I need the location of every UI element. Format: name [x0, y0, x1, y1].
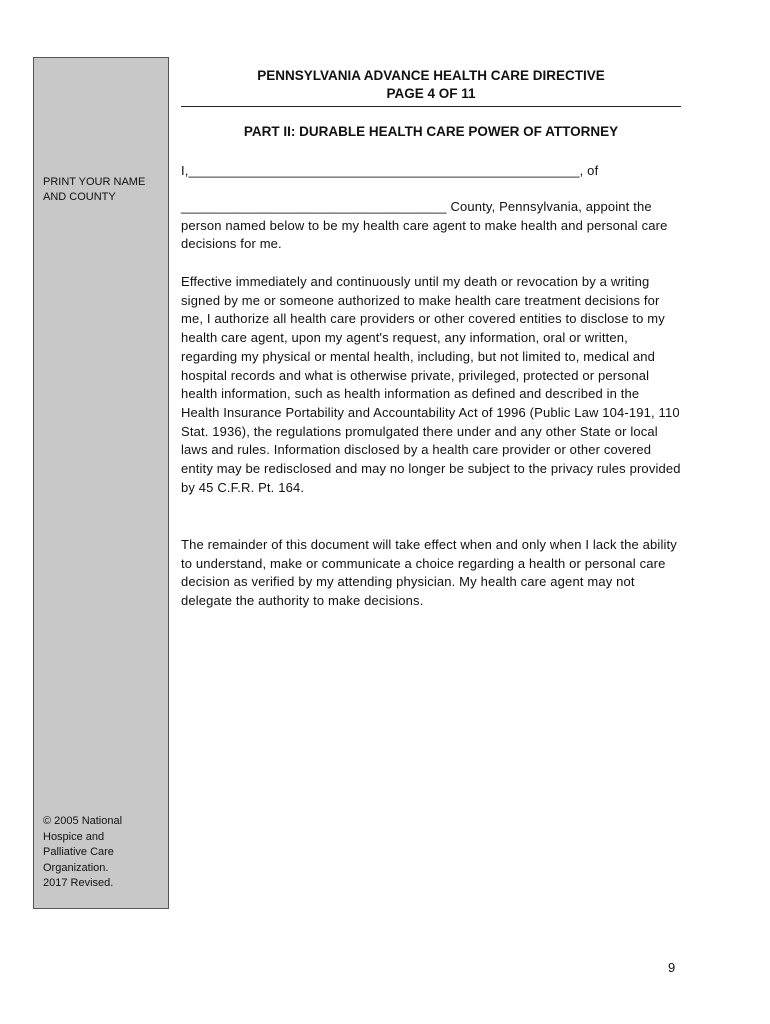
page-label: PAGE 4 OF 11	[386, 86, 476, 101]
document-title: PENNSYLVANIA ADVANCE HEALTH CARE DIRECTIVE	[257, 68, 605, 83]
name-fill-in-line: I,_____________________________________________________, of	[181, 163, 599, 178]
county-appoint-paragraph: ____________________________________ County, Pennsylvania, appoint the person named below to be my health care agent to make health and personal care decisions for me.	[181, 199, 668, 252]
document-header	[181, 67, 681, 103]
left-margin-sidebar	[33, 57, 169, 909]
effective-date-paragraph: The remainder of this document will take effect when and only when I lack the ability to understand, make or communicate a choice regarding a health or personal care decision as verified by my attending physician. My health care agent may not delegate the authority to make decisions.	[181, 537, 677, 609]
copyright-notice: © 2005 National Hospice and Palliative Care Organization. 2017 Revised.	[43, 815, 123, 890]
header-divider	[181, 106, 681, 107]
print-name-county-instruction: PRINT YOUR NAME AND COUNTY	[43, 176, 146, 203]
page-number: 9	[668, 960, 676, 975]
section-title: PART II: DURABLE HEALTH CARE POWER OF ATTORNEY	[243, 124, 619, 139]
hipaa-authorization-paragraph: Effective immediately and continuously until my death or revocation by a writing signed by me or someone authorized to make health care treatment decisions for me, I authorize all health care providers or other covered entities to disclose to my health care agent, upon my agent's request, any information, oral or written, regarding my physical or mental health, including, but not limited to, medical and hospital records and what is otherwise private, privileged, protected or personal health information, such as health information as defined and described in the Health Insurance Portability and Accountability Act of 1996 (Public Law 104-191, 110 Stat. 1936), the regulations promulgated there under and any other State or local laws and rules. Information disclosed by a health care provider or other covered entity may be redisclosed and may no longer be subject to the privacy rules provided by 45 C.F.R. Pt. 164.	[181, 274, 681, 495]
